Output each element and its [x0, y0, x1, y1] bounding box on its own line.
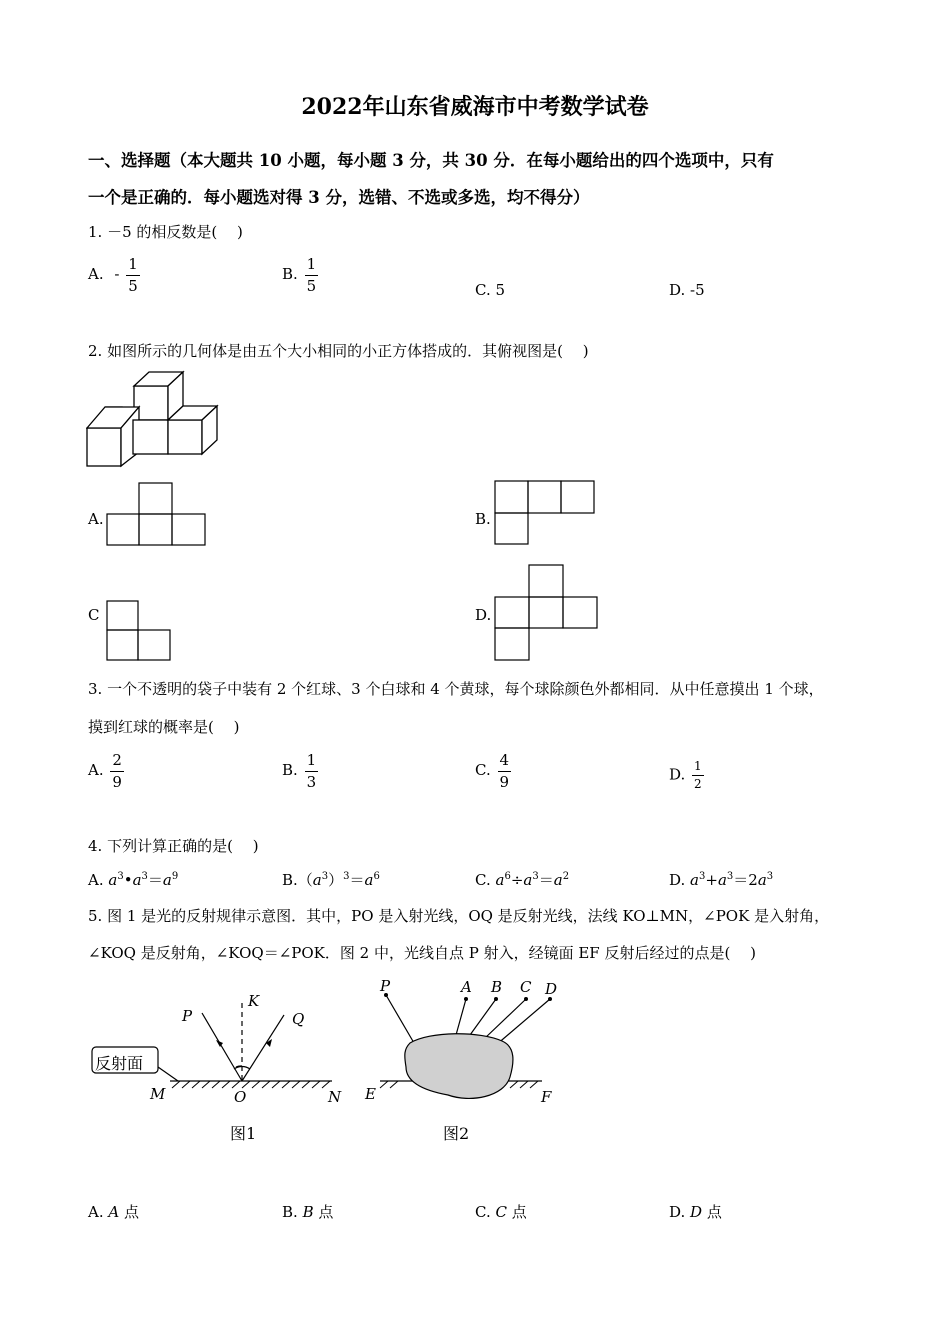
point-label: N [328, 1088, 342, 1106]
option-label: B. [282, 265, 298, 283]
var: a [757, 871, 767, 889]
fraction [305, 752, 319, 790]
question-2-stem: 2. 如图所示的几何体是由五个大小相同的小正方体搭成的．其俯视图是( ) [88, 342, 589, 360]
question-3-stem-line1: 3. 一个不透明的袋子中装有 2 个红球、3 个白球和 4 个黄球，每个球除颜色外都相同．从中任意摸出 1 个球， [88, 680, 824, 698]
figure-1-caption: 图1 [230, 1124, 257, 1143]
option-label: C. [475, 871, 491, 889]
denominator: 9 [499, 772, 510, 791]
option-label: A. [88, 265, 104, 283]
fig1-point-m [150, 1085, 165, 1103]
numerator: 4 [499, 751, 510, 769]
q2-option-a-label[interactable]: A. [88, 510, 104, 528]
fig2-point-p [380, 977, 390, 995]
op: ＝ [349, 871, 365, 889]
q4-option-d[interactable] [669, 869, 773, 890]
q2-option-d-label[interactable]: D. [475, 606, 492, 624]
exp: 3 [141, 871, 148, 882]
fraction [126, 256, 140, 294]
point-label: O [234, 1088, 247, 1106]
point-label: C [520, 978, 532, 996]
fig2-point-f [541, 1088, 551, 1106]
q1-option-a[interactable] [88, 256, 142, 294]
question-5-stem-line2: ∠KOQ 是反射角，∠KOQ＝∠POK．图 2 中，光线自点 P 射入，经镜面 EF 反射后经过的点是( ) [88, 944, 756, 962]
var: a [312, 871, 322, 889]
fraction [305, 256, 319, 294]
fig2-point-c [520, 978, 531, 996]
q3-option-b[interactable] [282, 752, 320, 790]
point-label: D [545, 980, 558, 998]
numerator: 2 [112, 751, 122, 769]
denominator: 2 [694, 777, 702, 792]
fig1-point-n [328, 1088, 341, 1106]
q4-option-a[interactable] [88, 869, 178, 890]
suffix: 点 [702, 1203, 722, 1221]
denominator: 5 [306, 276, 317, 295]
option-label: D. [669, 765, 686, 784]
q2-option-b-grid[interactable] [494, 480, 598, 546]
option-label: B. [282, 761, 298, 779]
question-4-stem: 4. 下列计算正确的是( ) [88, 837, 259, 855]
minus-sign: - [114, 265, 120, 283]
fig2-point-d [545, 980, 557, 998]
fig1-point-k [248, 992, 259, 1010]
q2-option-c-grid[interactable] [106, 600, 174, 662]
numerator: 1 [306, 255, 317, 273]
var: a [364, 871, 374, 889]
exp: 3 [699, 871, 706, 882]
q2-option-d-grid[interactable] [494, 564, 600, 662]
suffix: 点 [313, 1203, 334, 1221]
point: B [302, 1203, 314, 1221]
numerator: 1 [128, 255, 138, 273]
option-label: D. [669, 1203, 691, 1221]
point-label: P [380, 977, 391, 995]
point-label: Q [292, 1010, 305, 1028]
q2-option-c-label[interactable]: C [88, 606, 100, 624]
var: a [690, 871, 699, 889]
point: D [690, 1203, 703, 1221]
reflection-figure-2 [370, 985, 560, 1115]
option-label: B. [282, 1203, 303, 1221]
fig2-point-b [491, 978, 502, 996]
var: a [717, 871, 727, 889]
q3-option-d[interactable] [669, 760, 706, 791]
fig2-point-a [461, 978, 472, 996]
q5-option-c[interactable] [475, 1201, 527, 1222]
fig1-point-o [234, 1088, 246, 1106]
option-label: D. [669, 871, 686, 889]
q3-option-c[interactable] [475, 752, 513, 790]
point-label: E [365, 1085, 376, 1103]
fraction [498, 752, 512, 790]
option-label: C. [475, 1203, 496, 1221]
exp: 3 [766, 871, 774, 882]
option-label: A. [88, 871, 104, 889]
numerator: 1 [694, 759, 702, 773]
op: ＝ [733, 871, 749, 889]
q4-option-c[interactable] [475, 869, 569, 890]
exp: 9 [171, 871, 179, 882]
question-3-stem-line2: 摸到红球的概率是( ) [88, 718, 240, 736]
op: • [123, 871, 133, 889]
point-label: B [491, 978, 503, 996]
exp: 3 [343, 871, 350, 882]
fraction [110, 752, 124, 790]
exp: 3 [321, 871, 329, 882]
coef: 2 [748, 871, 758, 889]
point-label: F [541, 1088, 552, 1106]
var: a [132, 871, 142, 889]
question-5-stem-line1: 5. 图 1 是光的反射规律示意图．其中，PO 是入射光线，OQ 是反射光线，法线 KO⊥MN，∠POK 是入射角， [88, 907, 830, 925]
exp: 3 [532, 871, 539, 882]
q2-option-b-label[interactable]: B. [475, 510, 491, 528]
op: ÷ [510, 871, 524, 889]
var: a [553, 871, 563, 889]
exp: 6 [373, 871, 380, 882]
q1-option-d[interactable]: D. -5 [669, 281, 705, 299]
point: C [495, 1203, 507, 1221]
q5-option-b[interactable] [282, 1201, 333, 1222]
fraction [692, 760, 704, 791]
reflection-surface-label: 反射面 [95, 1054, 144, 1073]
var: a [495, 871, 505, 889]
var: a [108, 871, 118, 889]
denominator: 5 [128, 276, 138, 295]
suffix: 点 [506, 1203, 527, 1221]
suffix: 点 [119, 1203, 139, 1221]
var: a [523, 871, 533, 889]
denominator: 3 [306, 772, 317, 791]
q1-option-c[interactable]: C. 5 [475, 281, 506, 299]
exp: 3 [726, 871, 734, 882]
point-label: K [248, 992, 260, 1010]
point-label: A [461, 978, 472, 996]
point-label: P [182, 1007, 193, 1025]
op: ＝ [147, 871, 163, 889]
cube-solid-figure [86, 370, 221, 470]
var: a [162, 871, 172, 889]
denominator: 9 [112, 772, 122, 791]
q2-option-a-grid[interactable] [106, 482, 208, 546]
figure-2-caption: 图2 [443, 1124, 470, 1143]
op: ＝ [538, 871, 554, 889]
exp: 3 [117, 871, 124, 882]
q5-option-a[interactable] [88, 1201, 139, 1222]
q5-option-d[interactable] [669, 1201, 722, 1222]
q4-option-b[interactable] [282, 869, 380, 890]
fig1-point-q [292, 1010, 304, 1028]
option-label: A. [88, 761, 104, 779]
fig1-point-p [182, 1007, 192, 1025]
q3-option-a[interactable] [88, 752, 126, 790]
exp: 6 [504, 871, 511, 882]
op: + [705, 871, 718, 889]
exp: 2 [562, 871, 570, 882]
page-title: 2022年山东省威海市中考数学试卷 [301, 94, 649, 120]
q1-option-b[interactable] [282, 256, 320, 294]
question-1-stem: 1. －5 的相反数是( ) [88, 223, 243, 241]
fig2-point-e [365, 1085, 376, 1103]
numerator: 1 [306, 751, 317, 769]
section-heading-line1: 一、选择题（本大题共 10 小题，每小题 3 分，共 30 分．在每小题给出的四个选项中，只有 [88, 151, 774, 170]
point: A [108, 1203, 120, 1221]
option-label: C. [475, 761, 491, 779]
point-label: M [150, 1085, 166, 1103]
section-heading-line2: 一个是正确的．每小题选对得 3 分，选错、不选或多选，均不得分） [88, 188, 590, 207]
option-label: A. [88, 1203, 109, 1221]
paren: ） [328, 871, 344, 889]
option-label: B.（ [282, 871, 313, 889]
